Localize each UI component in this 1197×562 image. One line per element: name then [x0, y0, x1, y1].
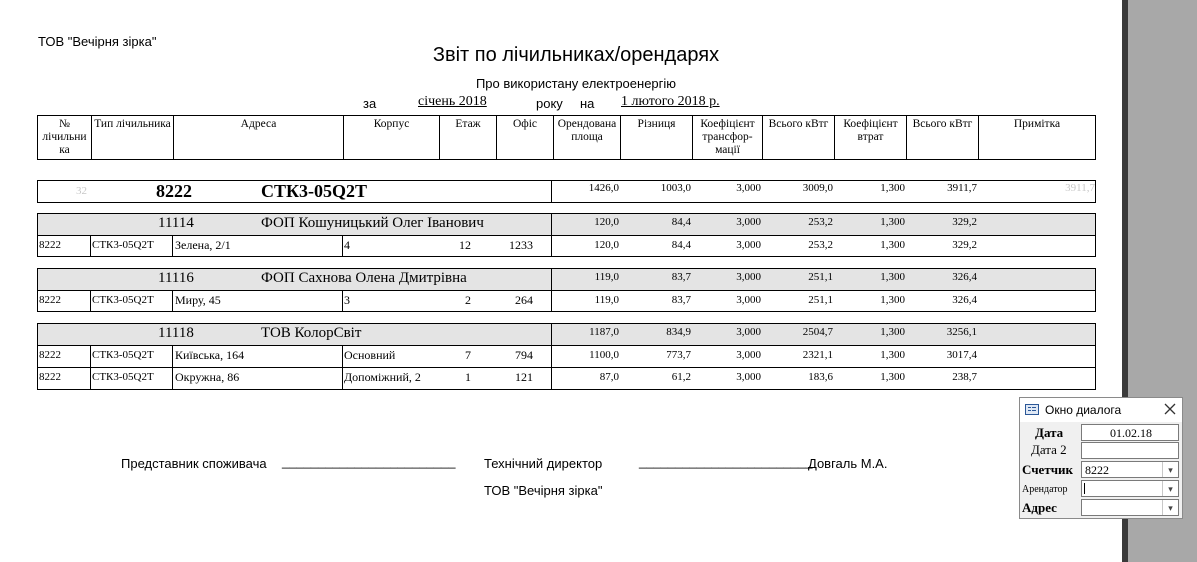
- row-total2: 238,7: [952, 371, 977, 383]
- tenant-coef: 3,000: [736, 216, 761, 228]
- row-office: 794: [515, 348, 533, 362]
- period-at-label: на: [580, 96, 595, 111]
- meter-faint-right: 3911,7: [1065, 182, 1095, 194]
- close-icon[interactable]: [1160, 399, 1180, 419]
- tenant-loss: 1,300: [880, 326, 905, 338]
- dialog-titlebar[interactable]: [1020, 398, 1182, 422]
- row-address: Київська, 164: [175, 348, 245, 362]
- consumer-rep-label: Представник споживача: [121, 456, 267, 471]
- org-name-top: ТОВ "Вечірня зірка": [38, 34, 157, 49]
- chevron-down-icon[interactable]: ▾: [1162, 481, 1178, 496]
- tenant-id: 11116: [158, 270, 194, 286]
- meter-combo[interactable]: [1081, 461, 1179, 478]
- row-coef: 3,000: [736, 349, 761, 361]
- period-month: січень 2018: [418, 94, 487, 109]
- date-value: 01.02.18: [1110, 426, 1152, 440]
- row-area: 87,0: [599, 371, 619, 383]
- chevron-down-icon[interactable]: ▾: [1162, 500, 1178, 515]
- tenant-diff: 83,7: [671, 271, 691, 283]
- tenant-total: 253,2: [808, 216, 833, 228]
- header-floor: Етаж: [439, 115, 496, 160]
- row-area: 1100,0: [589, 349, 619, 361]
- tenant-loss: 1,300: [880, 271, 905, 283]
- report-subtitle: Про використану електроенергію: [475, 76, 677, 91]
- row-office: 264: [515, 293, 533, 307]
- tenant-label: Арендатор: [1022, 484, 1068, 495]
- meter-label: Счетчик: [1022, 462, 1074, 477]
- meter-faint-left: 32: [76, 185, 87, 197]
- header-building: Корпус: [343, 115, 439, 160]
- row-total: 253,2: [808, 239, 833, 251]
- row-address: Окружна, 86: [175, 370, 240, 384]
- row-diff: 61,2: [671, 371, 691, 383]
- tenant-loss: 1,300: [880, 216, 905, 228]
- address-combo[interactable]: [1081, 499, 1179, 516]
- row-total: 251,1: [808, 294, 833, 306]
- tenant-name: ФОП Кошуницький Олег Іванович: [261, 215, 484, 231]
- tenant-name: ФОП Сахнова Олена Дмитрівна: [261, 270, 467, 286]
- header-loss-coef: Коефіцієнт втрат: [834, 115, 906, 160]
- tenant-coef: 3,000: [736, 326, 761, 338]
- row-meter-number: 8222: [39, 294, 61, 306]
- meter-total2: 3911,7: [947, 182, 977, 194]
- row-diff: 773,7: [666, 349, 691, 361]
- row-building: 3: [344, 293, 350, 307]
- meter-coef: 3,000: [736, 182, 761, 194]
- form-icon: [1025, 404, 1039, 415]
- row-building: Допоміжний, 2: [344, 370, 421, 384]
- row-diff: 83,7: [671, 294, 691, 306]
- row-floor: 1: [465, 370, 471, 384]
- chevron-down-icon[interactable]: ▾: [1162, 462, 1178, 477]
- header-meter-number: № лічильни ка: [37, 115, 91, 160]
- date-label: Дата: [1035, 425, 1064, 440]
- row-loss: 1,300: [880, 371, 905, 383]
- tenant-combo[interactable]: [1081, 480, 1179, 497]
- tenant-total2: 326,4: [952, 271, 977, 283]
- row-total2: 326,4: [952, 294, 977, 306]
- tenant-area: 119,0: [594, 271, 619, 283]
- row-total: 2321,1: [802, 349, 833, 361]
- header-transform-coef: Коефіцієнт трансфор- мації: [692, 115, 762, 160]
- row-floor: 12: [459, 238, 471, 252]
- row-meter-type: СТК3-05Q2T: [92, 239, 154, 251]
- row-building: 4: [344, 238, 350, 252]
- row-floor: 2: [465, 293, 471, 307]
- tenant-area: 1187,0: [589, 326, 619, 338]
- tenant-diff: 84,4: [671, 216, 691, 228]
- header-address: Адреса: [173, 115, 343, 160]
- row-area: 120,0: [594, 239, 619, 251]
- row-building: Основний: [344, 348, 396, 362]
- row-address: Зелена, 2/1: [175, 238, 231, 252]
- header-difference: Різниця: [620, 115, 692, 160]
- meter-combo-value: 8222: [1085, 463, 1109, 477]
- meter-total: 3009,0: [802, 182, 833, 194]
- director-name: Довгаль М.А.: [808, 456, 888, 471]
- row-meter-number: 8222: [39, 349, 61, 361]
- row-coef: 3,000: [736, 371, 761, 383]
- consumer-signature-line: ________________________: [282, 454, 456, 469]
- date2-field[interactable]: [1081, 442, 1179, 459]
- row-area: 119,0: [594, 294, 619, 306]
- row-meter-number: 8222: [39, 239, 61, 251]
- row-coef: 3,000: [736, 239, 761, 251]
- row-meter-type: СТК3-05Q2T: [92, 349, 154, 361]
- address-label: Адрес: [1022, 500, 1057, 515]
- tenant-diff: 834,9: [666, 326, 691, 338]
- header-note: Примітка: [978, 115, 1096, 160]
- row-floor: 7: [465, 348, 471, 362]
- row-diff: 84,4: [671, 239, 691, 251]
- row-total2: 3017,4: [946, 349, 977, 361]
- header-office: Офіс: [496, 115, 553, 160]
- org-name-bottom: ТОВ "Вечірня зірка": [484, 483, 603, 498]
- row-loss: 1,300: [880, 294, 905, 306]
- row-meter-number: 8222: [39, 371, 61, 383]
- row-office: 121: [515, 370, 533, 384]
- tenant-id: 11118: [158, 325, 194, 341]
- tenant-total: 251,1: [808, 271, 833, 283]
- tenant-coef: 3,000: [736, 271, 761, 283]
- dialog-window: [1019, 397, 1183, 519]
- row-loss: 1,300: [880, 349, 905, 361]
- row-address: Миру, 45: [175, 293, 221, 307]
- date2-label: Дата 2: [1031, 442, 1067, 457]
- date-field[interactable]: [1081, 424, 1179, 441]
- director-signature-line: ________________________: [639, 454, 813, 469]
- text-cursor: [1084, 483, 1085, 494]
- header-meter-type: Тип лічильника: [91, 115, 173, 160]
- header-rented-area: Орендована площа: [553, 115, 620, 160]
- meter-loss: 1,300: [880, 182, 905, 194]
- tenant-total: 2504,7: [802, 326, 833, 338]
- row-total: 183,6: [808, 371, 833, 383]
- tenant-total2: 3256,1: [946, 326, 977, 338]
- period-year-label: року: [536, 96, 563, 111]
- row-office: 1233: [509, 238, 533, 252]
- header-total-kwh-2: Всього кВтг: [906, 115, 978, 160]
- row-meter-type: СТК3-05Q2T: [92, 371, 154, 383]
- header-total-kwh: Всього кВтг: [762, 115, 834, 160]
- meter-number: 8222: [156, 181, 192, 201]
- tenant-total2: 329,2: [952, 216, 977, 228]
- tenant-id: 11114: [158, 215, 194, 231]
- meter-area: 1426,0: [588, 182, 619, 194]
- period-for-label: за: [363, 96, 377, 111]
- row-coef: 3,000: [736, 294, 761, 306]
- row-total2: 329,2: [952, 239, 977, 251]
- tenant-area: 120,0: [594, 216, 619, 228]
- dialog-title: Окно диалога: [1045, 403, 1122, 417]
- period-date: 1 лютого 2018 р.: [621, 94, 720, 109]
- meter-diff: 1003,0: [660, 182, 691, 194]
- director-label: Технічний директор: [484, 456, 603, 471]
- tenant-name: ТОВ КолорСвіт: [261, 325, 362, 341]
- meter-type: СТК3-05Q2T: [261, 181, 368, 201]
- row-loss: 1,300: [880, 239, 905, 251]
- report-title: Звіт по лічильниках/орендарях: [432, 44, 720, 66]
- row-meter-type: СТК3-05Q2T: [92, 294, 154, 306]
